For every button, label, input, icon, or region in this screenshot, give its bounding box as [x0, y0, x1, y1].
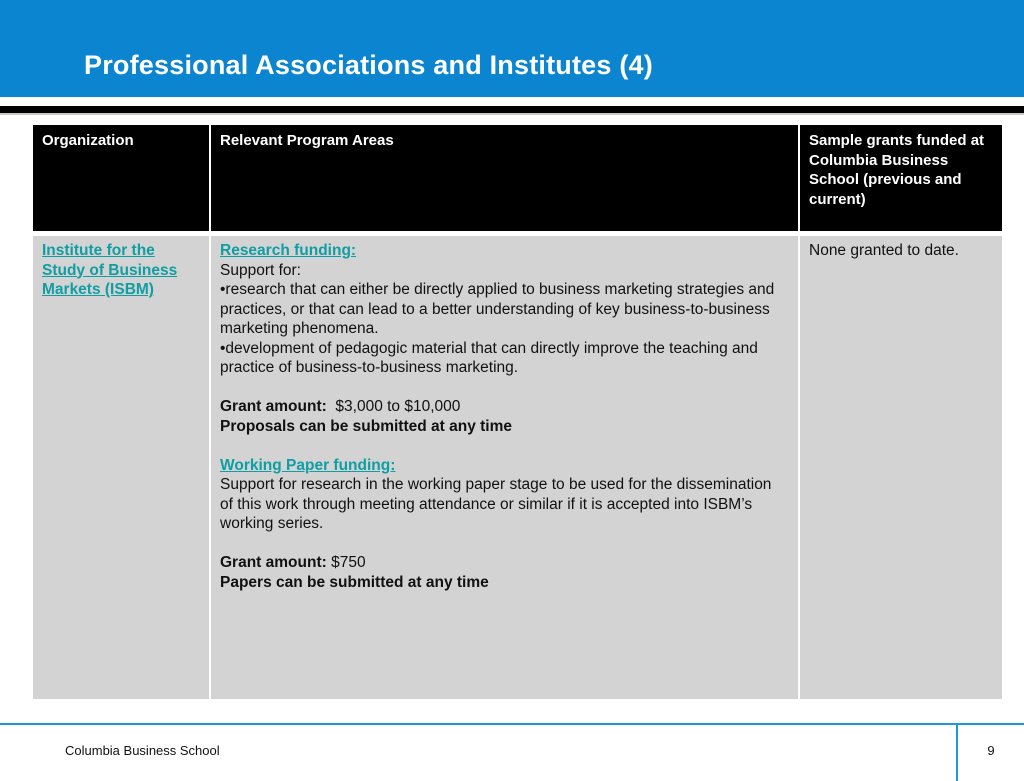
table-header-row: [33, 125, 1002, 231]
grant-amount-value: $3,000 to $10,000: [335, 398, 461, 415]
organization-cell: [33, 236, 209, 699]
research-support-intro: Support for:: [220, 261, 301, 279]
working-paper-funding-link[interactable]: Working Paper funding:: [220, 456, 396, 474]
header-band: [0, 0, 1024, 97]
grant-amount-label: Grant amount:: [220, 398, 327, 415]
footer-rule: [0, 723, 1024, 725]
header-sample-grants: Sample grants funded at Columbia Business School (previous and current): [800, 125, 1002, 231]
sample-grants-text: None granted to date.: [809, 242, 959, 259]
paragraph-gap: [220, 436, 788, 456]
working-paper-submission-note: Papers can be submitted at any time: [220, 573, 489, 591]
header-program-areas: Relevant Program Areas: [211, 125, 798, 231]
grant-amount-label: Grant amount:: [220, 554, 327, 571]
footer-divider: [956, 725, 958, 781]
research-funding-link[interactable]: Research funding:: [220, 242, 357, 259]
organization-link[interactable]: Institute for the Study of Business Markets (ISBM): [42, 242, 178, 298]
sample-grants-cell: [800, 236, 1002, 699]
page-number: 9: [987, 743, 995, 758]
working-paper-description: Support for research in the working paper stage to be used for the dissemination of this work through meeting attendance or similar if it is accepted into ISBM’s working series.: [220, 476, 772, 532]
paragraph-gap: [220, 378, 788, 398]
working-paper-grant-amount: [220, 553, 788, 573]
research-bullet: •development of pedagogic material that can directly improve the teaching and practice of business-to-business marketing.: [220, 339, 758, 376]
table-row: [33, 236, 1002, 699]
header-rule-shadow: [0, 113, 1024, 115]
research-bullet: •research that can either be directly applied to business marketing strategies and practices, or that can lead to a better understanding of key business-to-business marketing phenomena.: [220, 281, 775, 337]
footer-organization: Columbia Business School: [65, 743, 220, 758]
research-submission-note: Proposals can be submitted at any time: [220, 417, 512, 435]
grants-table-container: [31, 123, 1002, 701]
header-rule: [0, 106, 1024, 113]
paragraph-gap: [220, 534, 788, 554]
research-grant-amount: [220, 397, 788, 417]
grants-table: [31, 123, 1004, 701]
header-organization: Organization: [33, 125, 209, 231]
grant-amount-value: $750: [331, 554, 366, 571]
row-gap: [33, 233, 1002, 234]
program-areas-cell: [211, 236, 798, 699]
slide-title: Professional Associations and Institutes (4): [84, 50, 653, 80]
